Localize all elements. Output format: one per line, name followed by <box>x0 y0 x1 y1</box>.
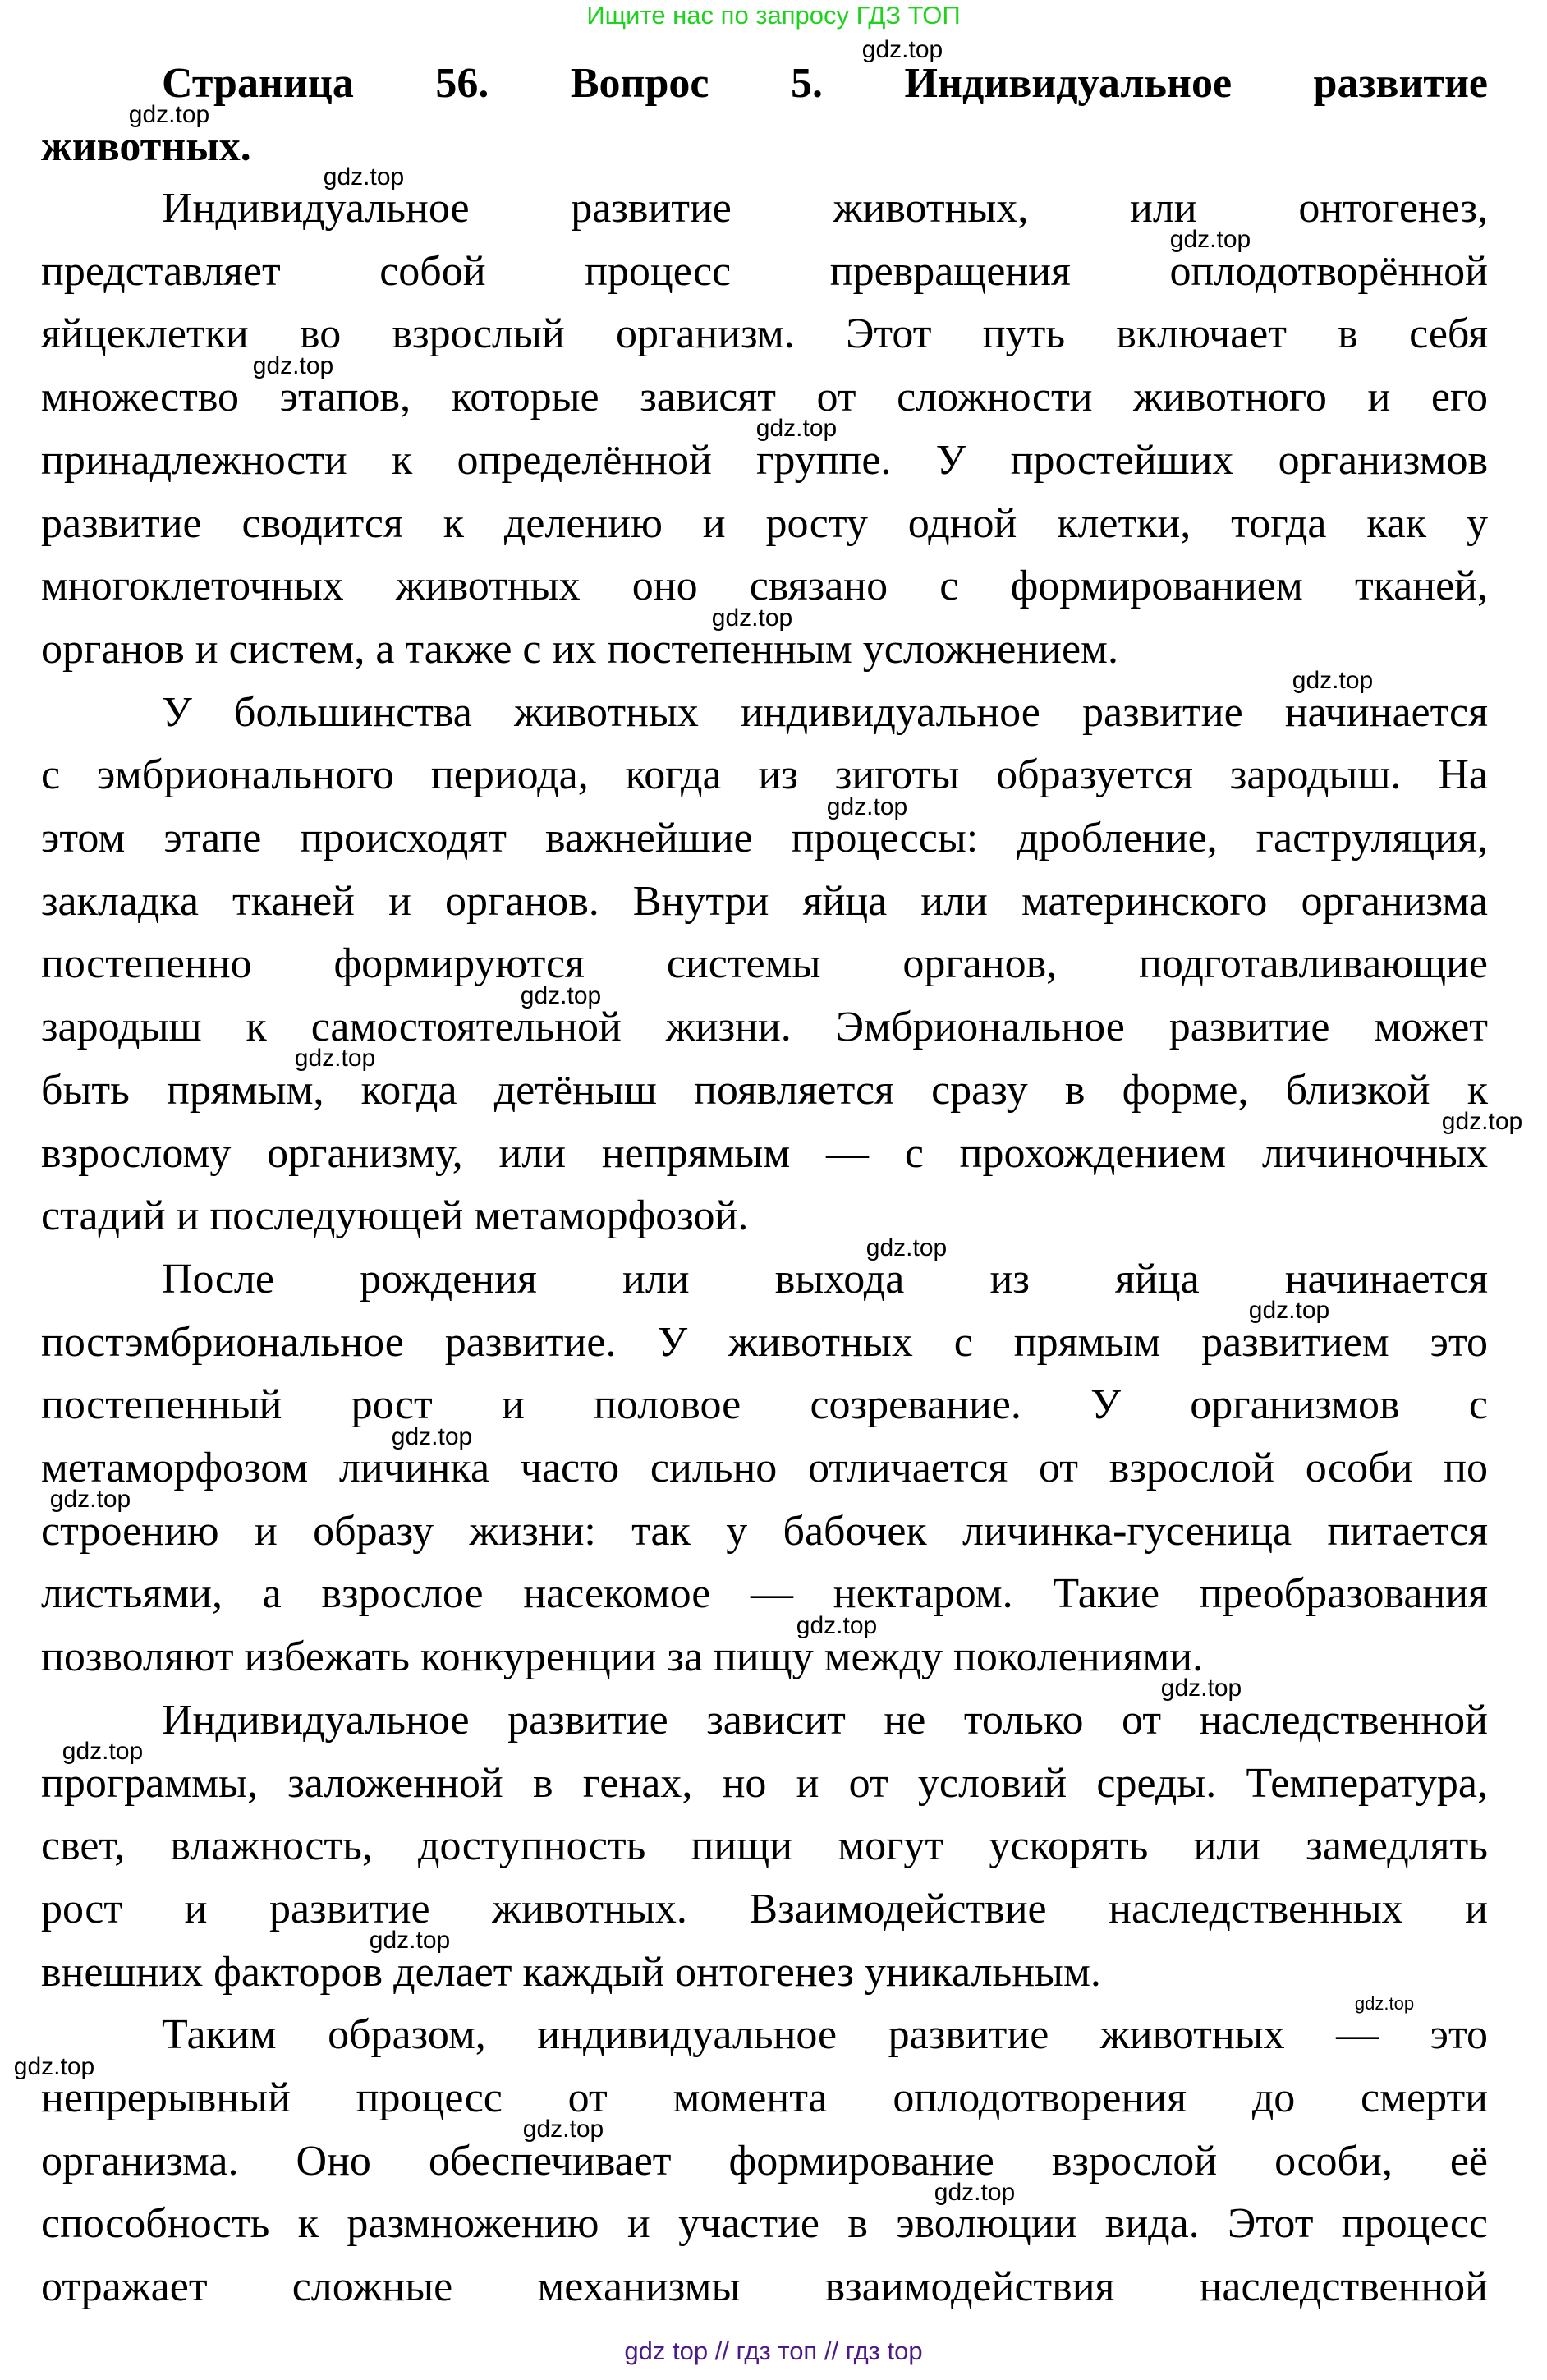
watermark-text: gdz.top <box>861 36 943 63</box>
watermark-text: gdz.top <box>934 2179 1016 2207</box>
watermark-text: gdz.top <box>520 981 602 1009</box>
text-line: свет, влажность, доступность пищи могут ускорять или замедлять <box>41 1822 1488 1870</box>
watermark-text: gdz.top <box>755 415 838 443</box>
text-line: способность к размножению и участие в эволюции вида. Этот процесс <box>41 2200 1488 2248</box>
watermark-text: gdz.top <box>711 604 793 632</box>
text-line: рост и развитие животных. Взаимодействие наследственных и <box>41 1885 1488 1932</box>
watermark-text: gdz.top <box>294 1045 376 1073</box>
text-line: постепенный рост и половое созревание. У организмов с <box>41 1381 1488 1429</box>
text-line: зародыш к самостоятельной жизни. Эмбриональное развитие может <box>41 1004 1488 1051</box>
text-line: принадлежности к определённой группе. У простейших организмов <box>41 436 1488 484</box>
watermark-text: gdz.top <box>522 2116 604 2143</box>
watermark-text: gdz.top <box>369 1927 451 1955</box>
watermark-text: gdz.top <box>391 1422 473 1450</box>
text-line: Таким образом, индивидуальное развитие животных — это <box>162 2011 1488 2059</box>
text-line: программы, заложенной в генах, но и от условий среды. Температура, <box>41 1759 1488 1807</box>
text-line: органов и систем, а также с их постепенным усложнением. <box>41 625 1118 673</box>
text-line: строению и образу жизни: так у бабочек личинка-гусеница питается <box>41 1507 1488 1555</box>
watermark-text: gdz.top <box>865 1234 948 1261</box>
text-line: организма. Оно обеспечивает формирование взрослой особи, её <box>41 2137 1488 2185</box>
watermark-text: gdz.top <box>49 1486 131 1514</box>
footer-links[interactable]: gdz top // гдз топ // гдз top <box>624 2336 923 2365</box>
watermark-text: gdz.top <box>1169 226 1251 254</box>
watermark-text: gdz.top <box>62 1738 144 1766</box>
text-line: непрерывный процесс от момента оплодотворения до смерти <box>41 2074 1488 2121</box>
watermark-text: gdz.top <box>252 351 334 379</box>
text-line: постэмбриональное развитие. У животных с прямым развитием это <box>41 1318 1488 1366</box>
text-line: позволяют избежать конкуренции за пищу между поколениями. <box>41 1633 1204 1681</box>
text-line: внешних факторов делает каждый онтогенез уникальным. <box>41 1948 1101 1996</box>
watermark-text: gdz.top <box>1248 1297 1330 1325</box>
text-line: метаморфозом личинка часто сильно отличается от взрослой особи по <box>41 1445 1488 1491</box>
watermark-text: gdz.top <box>1292 667 1374 695</box>
page-title-continued: животных. <box>41 123 251 170</box>
text-line: с эмбрионального периода, когда из зиготы образуется зародыш. На <box>41 751 1488 799</box>
text-line: многоклеточных животных оно связано с формированием тканей, <box>41 563 1488 610</box>
text-line: листьями, а взрослое насекомое — нектаром. Такие преобразования <box>41 1570 1488 1618</box>
text-line: взрослому организму, или непрямым — с прохождением личиночных <box>41 1129 1488 1177</box>
text-line: постепенно формируются системы органов, подготавливающие <box>41 940 1488 988</box>
text-line: Индивидуальное развитие зависит не только от наследственной <box>162 1696 1488 1744</box>
text-line: представляет собой процесс превращения оплодотворённой <box>41 247 1488 295</box>
search-banner[interactable]: Ищите нас по запросу ГДЗ ТОП <box>586 1 961 30</box>
text-line: закладка тканей и органов. Внутри яйца или материнского организма <box>41 877 1488 925</box>
watermark-text: gdz.top <box>826 793 908 820</box>
text-line: яйцеклетки во взрослый организм. Этот путь включает в себя <box>41 310 1488 358</box>
watermark-text: gdz.top <box>796 1611 878 1639</box>
watermark-text: gdz.top <box>1354 1992 1415 2014</box>
text-line: У большинства животных индивидуальное развитие начинается <box>162 688 1488 736</box>
text-line: этом этапе происходят важнейшие процессы: дробление, гаструляция, <box>41 815 1488 861</box>
watermark-text: gdz.top <box>128 101 210 128</box>
text-line: Индивидуальное развитие животных, или онтогенез, <box>162 185 1488 232</box>
text-line: стадий и последующей метаморфозой. <box>41 1192 749 1240</box>
text-line: отражает сложные механизмы взаимодействия наследственной <box>41 2263 1488 2311</box>
watermark-text: gdz.top <box>1441 1108 1523 1136</box>
text-line: развитие сводится к делению и росту одной клетки, тогда как у <box>41 499 1488 547</box>
text-line: быть прямым, когда детёныш появляется сразу в форме, близкой к <box>41 1066 1488 1114</box>
text-line: После рождения или выхода из яйца начинается <box>162 1255 1488 1303</box>
watermark-text: gdz.top <box>1160 1675 1242 1702</box>
watermark-text: gdz.top <box>13 2052 95 2080</box>
watermark-text: gdz.top <box>323 163 405 191</box>
page-title: Страница 56. Вопрос 5. Индивидуальное развитие <box>162 60 1488 107</box>
text-line: множество этапов, которые зависят от сложности животного и его <box>41 374 1488 421</box>
